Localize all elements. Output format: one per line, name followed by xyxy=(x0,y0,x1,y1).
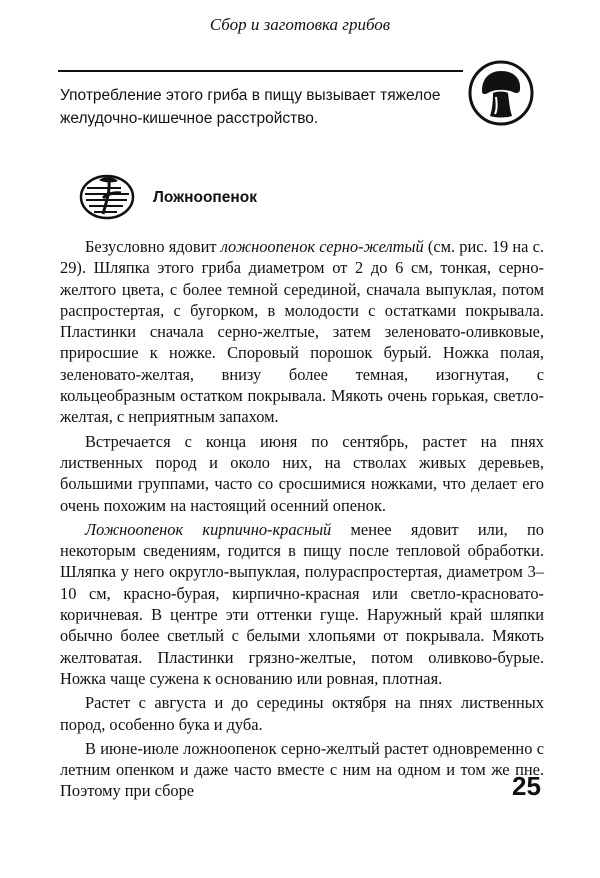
paragraph-text: Встречается с конца июня по сентябрь, растет на пнях лиственных пород и около них, на стволах живых деревьев, большими группами, часто со сросшимися ножками, что делает его очень похожим на настоящий осенний опенок. xyxy=(60,431,544,515)
paragraph xyxy=(60,519,544,689)
paragraph xyxy=(60,236,544,428)
species-name: ложноопенок серно-желтый xyxy=(220,237,424,256)
paragraph-text: (см. рис. 19 на с. 29). Шляпка этого гриба диаметром от 2 до 6 см, тонкая, серно-желтого цвета, с более темной серединой, сначала выпуклая, потом распростертая, с бугорком, в молодости с остатками покрывала. Пластинки сначала серно-желтые, затем зеленовато-оливковые, приросшие к ножке. Споровый порошок бурый. Ножка полая, зеленовато-желтая, внизу более темная, изогнутая, с кольцеобразным остатком покрывала. Мякоть очень горькая, светло-желтая, с неприятным запахом. xyxy=(60,237,544,427)
paragraph-text: Растет с августа и до середины октября на пнях лиственных пород, особенно бука и дуба. xyxy=(60,693,544,734)
paragraph-text: В июне-июле ложноопенок серно-желтый растет одновременно с летним опенком и даже часто вместе с ним на одном и том же пне. Поэтому при сборе xyxy=(60,738,544,801)
body-text xyxy=(60,236,544,802)
running-header: Сбор и заготовка грибов xyxy=(209,15,391,34)
page-number: 25 xyxy=(512,771,541,801)
mushroom-warning-icon xyxy=(466,58,536,128)
paragraph xyxy=(60,692,544,735)
paragraph-text: менее ядовит или, по некоторым сведениям, годится в пищу после тепловой обработки. Шляпка у него округло-выпуклая, полураспростертая, диаметром 3–10 см, красно-бурая, кирпично-красная или светло-красновато-коричневая. В центре эти оттенки гуще. Наружный край шляпки обычно более светлый с белыми хлопьями от покрывала. Мякоть желтоватая. Пластинки грязно-желтые, потом оливково-бурые. Ножка чаще сужена к основанию или ровная, плотная. xyxy=(60,519,544,688)
paragraph-text: Безусловно ядовит xyxy=(85,237,221,256)
paragraph xyxy=(60,738,544,802)
species-name: Ложноопенок кирпично-красный xyxy=(85,519,332,539)
warning-text: Употребление этого гриба в пищу вызывает тяжелое желудочно-кишечное расстройство. xyxy=(60,87,441,127)
mushroom-cluster-icon xyxy=(77,172,137,222)
paragraph xyxy=(60,431,544,516)
header-rule xyxy=(58,70,463,72)
section-title: Ложноопенок xyxy=(153,189,257,206)
